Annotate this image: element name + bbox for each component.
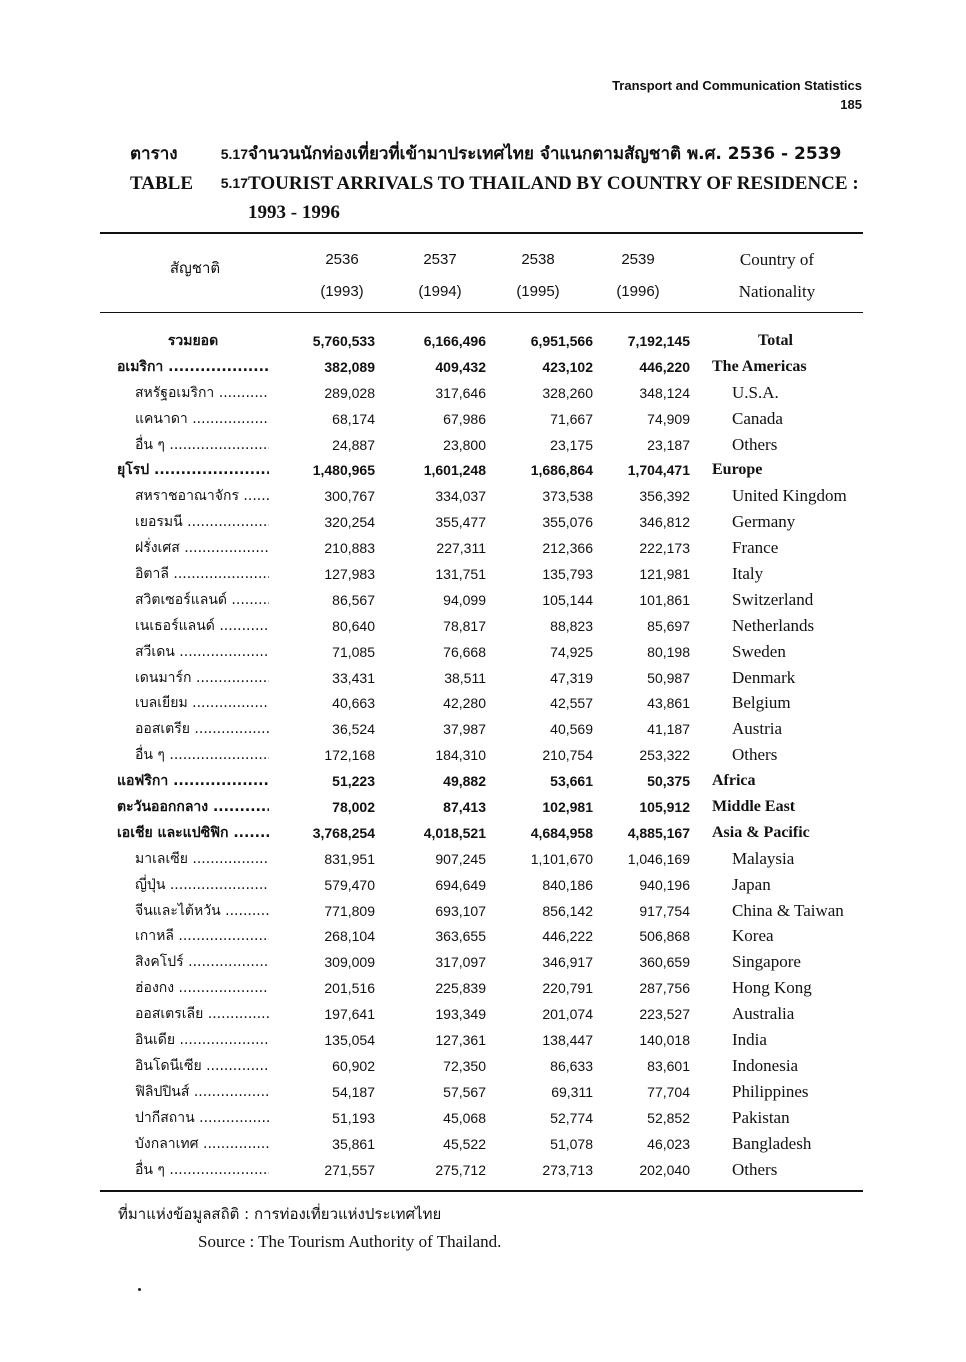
english-name-cell: Total [758,332,793,349]
thai-name-cell: แคนาดา ..... [117,408,269,430]
value-cell: 127,983 [324,566,375,583]
value-cell: 131,751 [435,566,486,583]
thai-name-cell: ญี่ปุ่น ..... [117,874,269,896]
value-cell: 51,078 [550,1135,593,1152]
thai-name-cell: สิงคโปร์ ..... [117,951,269,973]
value-cell: 45,522 [443,1135,486,1152]
value-cell: 1,101,670 [530,850,593,867]
english-name-cell: The Americas [712,357,807,375]
publication-title: Transport and Communication Statistics [612,78,862,93]
value-cell: 85,697 [647,617,690,634]
english-name-cell: Europe [712,461,763,479]
table-row [100,975,863,1001]
thai-name-cell: เบลเยียม ..... [117,692,269,714]
value-cell: 33,431 [332,669,375,686]
thai-name-cell: อิตาลี ..... [117,563,269,585]
value-cell: 135,793 [542,566,593,583]
region-row [100,768,863,794]
thai-name-cell: เดนมาร์ก ..... [117,667,269,689]
region-row [100,457,863,483]
value-cell: 356,392 [639,488,690,505]
english-name-cell: Bangladesh [732,1133,812,1153]
table-row [100,483,863,509]
value-cell: 121,981 [639,566,690,583]
english-name-cell: Australia [732,1004,795,1024]
table-row [100,1053,863,1079]
value-cell: 355,477 [435,514,486,531]
table-row [100,1079,863,1105]
value-cell: 102,981 [542,799,593,816]
english-name-cell: Japan [732,874,771,894]
value-cell: 53,661 [550,773,593,790]
english-name-cell: China & Taiwan [732,900,844,920]
value-cell: 227,311 [436,540,486,557]
value-cell: 694,649 [435,876,486,893]
table-row [100,949,863,975]
year-be: 2536 [325,251,359,268]
thai-name-cell: บังกลาเทศ ..... [117,1133,269,1155]
value-cell: 373,538 [542,488,593,505]
value-cell: 67,986 [443,410,486,427]
thai-name-cell: อื่น ๆ ..... [117,1159,269,1181]
english-name-cell: Asia & Pacific [712,823,810,841]
value-cell: 300,767 [324,488,375,505]
value-cell: 940,196 [639,876,690,893]
value-cell: 579,470 [324,876,375,893]
english-name-cell: Singapore [732,952,801,972]
value-cell: 50,987 [647,669,690,686]
value-cell: 856,142 [542,902,593,919]
value-cell: 423,102 [542,358,593,375]
thai-name-cell: ตะวันออกกลาง ..... [117,796,269,818]
value-cell: 1,601,248 [423,462,486,479]
english-name-cell: Belgium [732,693,791,713]
value-cell: 212,366 [542,540,593,557]
table-row [100,1027,863,1053]
value-cell: 40,569 [550,721,593,738]
thai-name-cell: ยุโรป ..... [117,459,269,481]
english-name-cell: Switzerland [732,589,814,609]
table-row [100,1001,863,1027]
value-cell: 172,168 [324,747,375,764]
page-number: 185 [840,97,862,112]
value-cell: 210,754 [542,747,593,764]
value-cell: 348,124 [639,384,690,401]
value-cell: 193,349 [435,1006,486,1023]
thai-name-cell: อื่น ๆ ..... [117,434,269,456]
value-cell: 328,260 [542,384,593,401]
region-row [100,354,863,380]
value-cell: 4,684,958 [530,824,593,841]
thai-name-cell: สวีเดน ..... [117,641,269,663]
value-cell: 68,174 [332,410,375,427]
thai-name-cell: สหรัฐอเมริกา ..... [117,382,269,404]
region-row [100,794,863,820]
table-row [100,846,863,872]
value-cell: 42,557 [550,695,593,712]
value-cell: 76,668 [443,643,486,660]
value-cell: 917,754 [639,902,690,919]
value-cell: 201,516 [324,980,375,997]
english-title-continuation: 1993 - 1996 [248,202,340,223]
table-row [100,587,863,613]
total-row [100,328,863,354]
english-name-cell: Canada [732,408,783,428]
value-cell: 693,107 [435,902,486,919]
year-ce: (1994) [418,283,462,300]
value-cell: 6,166,496 [423,333,486,349]
thai-name-cell: เนเธอร์แลนด์ ..... [117,615,269,637]
english-title-text: TOURIST ARRIVALS TO THAILAND BY COUNTRY OF RESIDENCE : [248,173,859,194]
value-cell: 197,641 [324,1006,375,1023]
value-cell: 46,023 [647,1135,690,1152]
value-cell: 223,527 [639,1006,690,1023]
thai-name-cell: ออสเตรีย ..... [117,718,269,740]
value-cell: 101,861 [639,591,690,608]
table-top-rule [100,232,863,234]
english-header-line-1: Country of [739,250,815,269]
value-cell: 50,375 [647,773,690,790]
value-cell: 346,812 [639,514,690,531]
value-cell: 271,557 [324,1161,375,1178]
value-cell: 23,175 [550,436,593,453]
value-cell: 409,432 [435,358,486,375]
table-bottom-rule [100,1190,863,1192]
value-cell: 74,909 [647,410,690,427]
value-cell: 253,322 [639,747,690,764]
value-cell: 222,173 [639,540,690,557]
value-cell: 268,104 [324,928,375,945]
year-ce: (1995) [516,283,560,300]
thai-name-cell: แอฟริกา ..... [117,770,269,792]
value-cell: 38,511 [444,669,486,686]
thai-name-cell: อเมริกา ..... [117,356,269,378]
value-cell: 80,640 [332,617,375,634]
value-cell: 363,655 [435,928,486,945]
print-speck [138,1288,141,1291]
value-cell: 771,809 [324,902,375,919]
value-cell: 273,713 [542,1161,593,1178]
value-cell: 52,774 [550,1109,593,1126]
thai-source: ที่มาแห่งข้อมูลสถิติ : การท่องเที่ยวแห่งประเทศไทย [118,1205,442,1223]
english-name-cell: Africa [712,772,756,790]
year-column-header [593,244,683,308]
english-name-cell: India [732,1030,767,1050]
value-cell: 88,823 [550,617,593,634]
value-cell: 309,009 [324,954,375,971]
table-row [100,1131,863,1157]
thai-name-cell: อื่น ๆ ..... [117,744,269,766]
value-cell: 71,667 [550,410,593,427]
value-cell: 23,187 [647,436,690,453]
table-row [100,690,863,716]
year-column-header [493,244,583,308]
value-cell: 69,311 [551,1083,593,1100]
table-body [100,328,863,1182]
thai-name-cell: เกาหลี ..... [117,925,269,947]
value-cell: 317,646 [435,384,486,401]
value-cell: 3,768,254 [312,824,375,841]
value-cell: 105,144 [542,591,593,608]
value-cell: 6,951,566 [530,333,593,349]
value-cell: 7,192,145 [627,333,690,349]
value-cell: 86,633 [550,1057,593,1074]
value-cell: 80,198 [647,643,690,660]
value-cell: 201,074 [542,1006,593,1023]
thai-name-cell: ฝรั่งเศส ..... [117,537,269,559]
value-cell: 287,756 [639,980,690,997]
thai-name-cell: ฮ่องกง ..... [117,977,269,999]
thai-name-cell: ปากีสถาน ..... [117,1107,269,1129]
header-rule [100,312,863,313]
table-number-english: 5.17 [220,175,248,191]
value-cell: 1,704,471 [627,462,690,479]
value-cell: 42,280 [443,695,486,712]
english-name-cell: United Kingdom [732,486,847,506]
value-cell: 35,861 [332,1135,375,1152]
value-cell: 77,704 [647,1083,690,1100]
value-cell: 52,852 [647,1109,690,1126]
value-cell: 210,883 [324,540,375,557]
thai-name-cell: มาเลเซีย ..... [117,848,269,870]
value-cell: 225,839 [435,980,486,997]
value-cell: 317,097 [435,954,486,971]
value-cell: 57,567 [443,1083,486,1100]
english-name-cell: Indonesia [732,1055,799,1075]
english-name-cell: Middle East [712,798,796,816]
value-cell: 45,068 [443,1109,486,1126]
table-row [100,509,863,535]
region-row [100,820,863,846]
table-row [100,432,863,458]
table-row [100,716,863,742]
value-cell: 1,046,169 [627,850,690,867]
value-cell: 907,245 [435,850,486,867]
table-row [100,561,863,587]
value-cell: 49,882 [443,773,486,790]
thai-name-cell: เอเชีย และแปซิฟิก ..... [117,822,269,844]
value-cell: 446,220 [639,358,690,375]
english-name-cell: Denmark [732,667,796,687]
thai-column-header: สัญชาติ [169,259,221,277]
value-cell: 60,902 [332,1057,375,1074]
english-table-label: TABLE [130,173,194,194]
value-cell: 446,222 [542,928,593,945]
table-row [100,613,863,639]
english-name-cell: Austria [732,719,783,739]
table-row [100,1157,863,1183]
value-cell: 41,187 [647,721,690,738]
value-cell: 74,925 [550,643,593,660]
value-cell: 40,663 [332,695,375,712]
year-column-header [297,244,387,308]
english-name-cell: Korea [732,926,774,946]
english-name-cell: U.S.A. [732,382,779,402]
value-cell: 1,480,965 [312,462,375,479]
value-cell: 135,054 [324,1032,375,1049]
english-name-cell: Philippines [732,1081,809,1101]
thai-name-cell: อินโดนีเซีย ..... [117,1055,269,1077]
table-number-thai: 5.17 [220,146,248,162]
value-cell: 47,319 [550,669,593,686]
english-name-cell: Others [732,434,778,454]
value-cell: 51,193 [332,1109,375,1126]
english-name-cell: France [732,538,779,558]
value-cell: 43,861 [647,695,690,712]
english-name-cell: Italy [732,564,764,584]
value-cell: 360,659 [639,954,690,971]
english-source: Source : The Tourism Authority of Thailand. [198,1232,502,1251]
value-cell: 54,187 [332,1083,375,1100]
table-row [100,898,863,924]
table-row [100,665,863,691]
value-cell: 320,254 [324,514,375,531]
page-header [612,76,862,114]
value-cell: 78,817 [443,617,486,634]
thai-name-cell: เยอรมนี ..... [117,511,269,533]
value-cell: 346,917 [542,954,593,971]
thai-name-cell: จีนและไต้หวัน ..... [117,900,269,922]
table-title [130,140,870,227]
year-ce: (1993) [320,283,364,300]
english-name-cell: Germany [732,512,796,532]
english-name-cell: Hong Kong [732,978,812,998]
table-row [100,742,863,768]
english-name-cell: Netherlands [732,615,815,635]
value-cell: 71,085 [332,643,375,660]
year-be: 2538 [521,251,555,268]
value-cell: 127,361 [435,1032,486,1049]
value-cell: 36,524 [332,721,375,738]
year-ce: (1996) [616,283,660,300]
thai-title-text: จำนวนนักท่องเที่ยวที่เข้ามาประเทศไทย จำแนกตามสัญชาติ พ.ศ. 2536 - 2539 [248,144,842,164]
table-row [100,639,863,665]
value-cell: 831,951 [324,850,375,867]
year-be: 2537 [423,251,457,268]
value-cell: 51,223 [332,773,375,790]
value-cell: 4,018,521 [423,824,486,841]
thai-title-line [130,140,870,169]
value-cell: 78,002 [332,799,375,816]
value-cell: 140,018 [639,1032,690,1049]
value-cell: 86,567 [332,591,375,608]
value-cell: 72,350 [443,1057,486,1074]
table-row [100,535,863,561]
value-cell: 24,887 [332,436,375,453]
thai-name-cell: ฟิลิปปินส์ ..... [117,1081,269,1103]
thai-name-cell: อินเดีย ..... [117,1029,269,1051]
value-cell: 1,686,864 [530,462,593,479]
thai-name-cell: สหราชอาณาจักร ..... [117,485,269,507]
english-column-header [712,244,842,308]
source-note [118,1200,501,1256]
value-cell: 4,885,167 [627,824,690,841]
thai-name-cell: สวิตเซอร์แลนด์ ..... [117,589,269,611]
table-row [100,872,863,898]
table-row [100,1105,863,1131]
table-row [100,923,863,949]
english-title-line [130,169,870,198]
value-cell: 334,037 [435,488,486,505]
value-cell: 840,186 [542,876,593,893]
english-name-cell: Others [732,745,778,765]
value-cell: 289,028 [324,384,375,401]
value-cell: 23,800 [443,436,486,453]
table-row [100,406,863,432]
value-cell: 220,791 [542,980,593,997]
value-cell: 5,760,533 [312,333,375,349]
value-cell: 184,310 [435,747,486,764]
value-cell: 275,712 [435,1161,486,1178]
table-row [100,380,863,406]
english-name-cell: Others [732,1159,778,1179]
year-column-header [395,244,485,308]
year-be: 2539 [621,251,655,268]
value-cell: 83,601 [647,1057,690,1074]
value-cell: 37,987 [443,721,486,738]
english-name-cell: Malaysia [732,848,795,868]
value-cell: 87,413 [443,799,486,816]
value-cell: 105,912 [639,799,690,816]
english-name-cell: Sweden [732,641,786,661]
thai-name-cell: รวมยอด [167,333,219,349]
thai-name-cell: ออสเตรเลีย ..... [117,1003,269,1025]
value-cell: 202,040 [639,1161,690,1178]
value-cell: 355,076 [542,514,593,531]
english-name-cell: Pakistan [732,1107,790,1127]
thai-table-label: ตาราง [130,144,178,164]
value-cell: 138,447 [542,1032,593,1049]
english-header-line-2: Nationality [738,282,816,301]
value-cell: 94,099 [443,591,486,608]
value-cell: 506,868 [639,928,690,945]
value-cell: 382,089 [324,358,375,375]
